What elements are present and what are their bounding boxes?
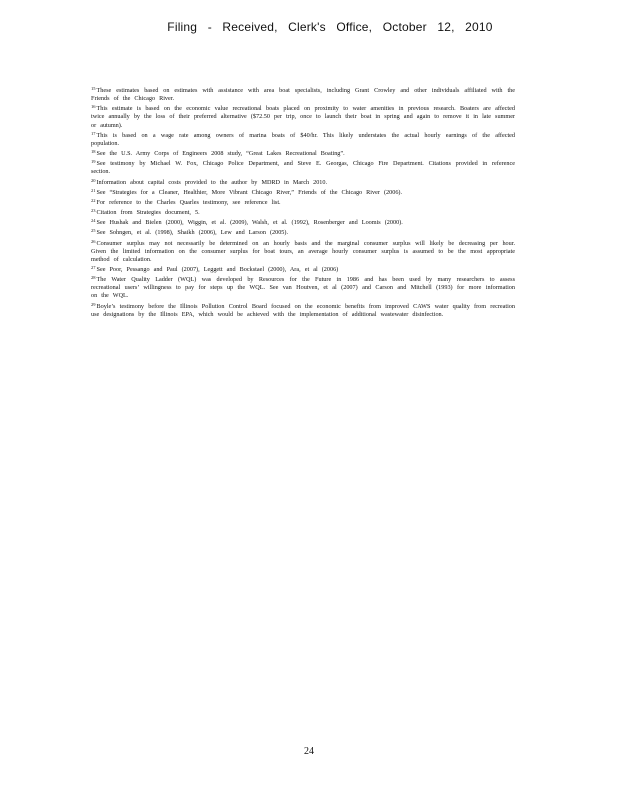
footnote bbox=[91, 158, 515, 176]
footnote-number: 26 bbox=[91, 238, 96, 244]
footnote bbox=[91, 207, 515, 217]
footnote-number: 27 bbox=[91, 264, 96, 270]
footnote-text: Boyle’s testimony before the Illinois Pollution Control Board focused on the economic benefits from improved CAWS water quality from recreation use designations by the Illinois EPA, which would be achieved with the implementation of additional wastewater disinfection. bbox=[91, 302, 515, 318]
footnote bbox=[91, 187, 515, 197]
footnote-number: 16 bbox=[91, 104, 96, 110]
footnote-text: Information about capital costs provided to the author by MDRD in March 2010. bbox=[96, 178, 328, 186]
footnote-text: This estimate is based on the economic value recreational boats placed on proximity to water amenities in previous research. Boaters are affected twice annually by the loss of their preferred alternative ($72.50 per trip, once to launch their boat in spring and again to remove it in late summer or autumn). bbox=[91, 105, 515, 129]
footnote-text: For reference to the Charles Quarles testimony, see reference list. bbox=[96, 198, 281, 206]
footnote-number: 28 bbox=[91, 275, 96, 281]
footnote-text: This is based on a wage rate among owners of marina boats of $40/hr. This likely understates the actual hourly earnings of the affected population. bbox=[91, 131, 515, 147]
footnote bbox=[91, 274, 515, 300]
footnote-text: See “Strategies for a Cleaner, Healthier, More Vibrant Chicago River,” Friends of the Chicago River (2006). bbox=[96, 188, 403, 196]
footnote-text: These estimates based on estimates with assistance with area boat specialists, including Grant Crowley and other individuals affiliated with the Friends of the Chicago River. bbox=[91, 87, 515, 103]
footnote-text: Citation from Strategies document, 5. bbox=[96, 209, 200, 217]
footnote-number: 17 bbox=[91, 130, 96, 136]
footnote-text: See Sohngen, et al. (1998), Shaikh (2006), Lew and Larson (2005). bbox=[96, 229, 289, 237]
footnote-number: 20 bbox=[91, 177, 96, 183]
footnote-text: The Water Quality Ladder (WQL) was developed by Resources for the Future in 1986 and has been used by many researchers to assess recreational users’ willingness to pay for steps up the WQL. See van Houtven, et al (2007) and Carson and Mitchell (1993) for more information on the WQL. bbox=[91, 276, 515, 300]
footnote bbox=[91, 217, 515, 227]
footnote bbox=[91, 130, 515, 148]
footnote bbox=[91, 301, 515, 319]
footnote bbox=[91, 103, 515, 129]
footnote-number: 18 bbox=[91, 149, 96, 155]
footnote bbox=[91, 148, 515, 158]
footnote-number: 15 bbox=[91, 86, 96, 91]
footnote-number: 29 bbox=[91, 301, 96, 307]
footnote bbox=[91, 197, 515, 207]
footnote-number: 25 bbox=[91, 228, 96, 234]
footnote bbox=[91, 177, 515, 187]
footnote-number: 23 bbox=[91, 208, 96, 214]
page-number: 24 bbox=[304, 746, 314, 757]
footnote-number: 19 bbox=[91, 159, 96, 165]
footnote-text: See the U.S. Army Corps of Engineers 2008 study, “Great Lakes Recreational Boating”. bbox=[96, 150, 345, 158]
footnotes-section bbox=[91, 85, 515, 319]
footnote-text: See testimony by Michael W. Fox, Chicago Police Department, and Steve E. Georgas, Chicago Fire Department. Citations provided in reference section. bbox=[91, 160, 515, 176]
footnote-number: 24 bbox=[91, 218, 96, 224]
footnote-text: Consumer surplus may not necessarily be determined on an hourly basis and the marginal consumer surplus will likely be decreasing per hour. Given the limited information on the consumer surplus for boat tours, an average hourly consumer surplus is assumed to be the most appropriate method of calculation. bbox=[91, 239, 515, 263]
footnote bbox=[91, 85, 515, 103]
footnote bbox=[91, 264, 515, 274]
footnote-number: 21 bbox=[91, 187, 96, 193]
footnote bbox=[91, 238, 515, 264]
footnote bbox=[91, 227, 515, 237]
footnote-number: 22 bbox=[91, 197, 96, 203]
filing-header: Filing - Received, Clerk's Office, October 12, 2010 bbox=[167, 20, 493, 34]
footnote-text: See Hushak and Bielen (2000), Wiggin, et al. (2009), Walsh, et al. (1992), Rosenberger and Loomis (2000). bbox=[96, 219, 403, 227]
footnote-text: See Poor, Pessango and Paul (2007), Leggett and Bockstael (2000), Ara, et al (2006) bbox=[96, 265, 339, 273]
